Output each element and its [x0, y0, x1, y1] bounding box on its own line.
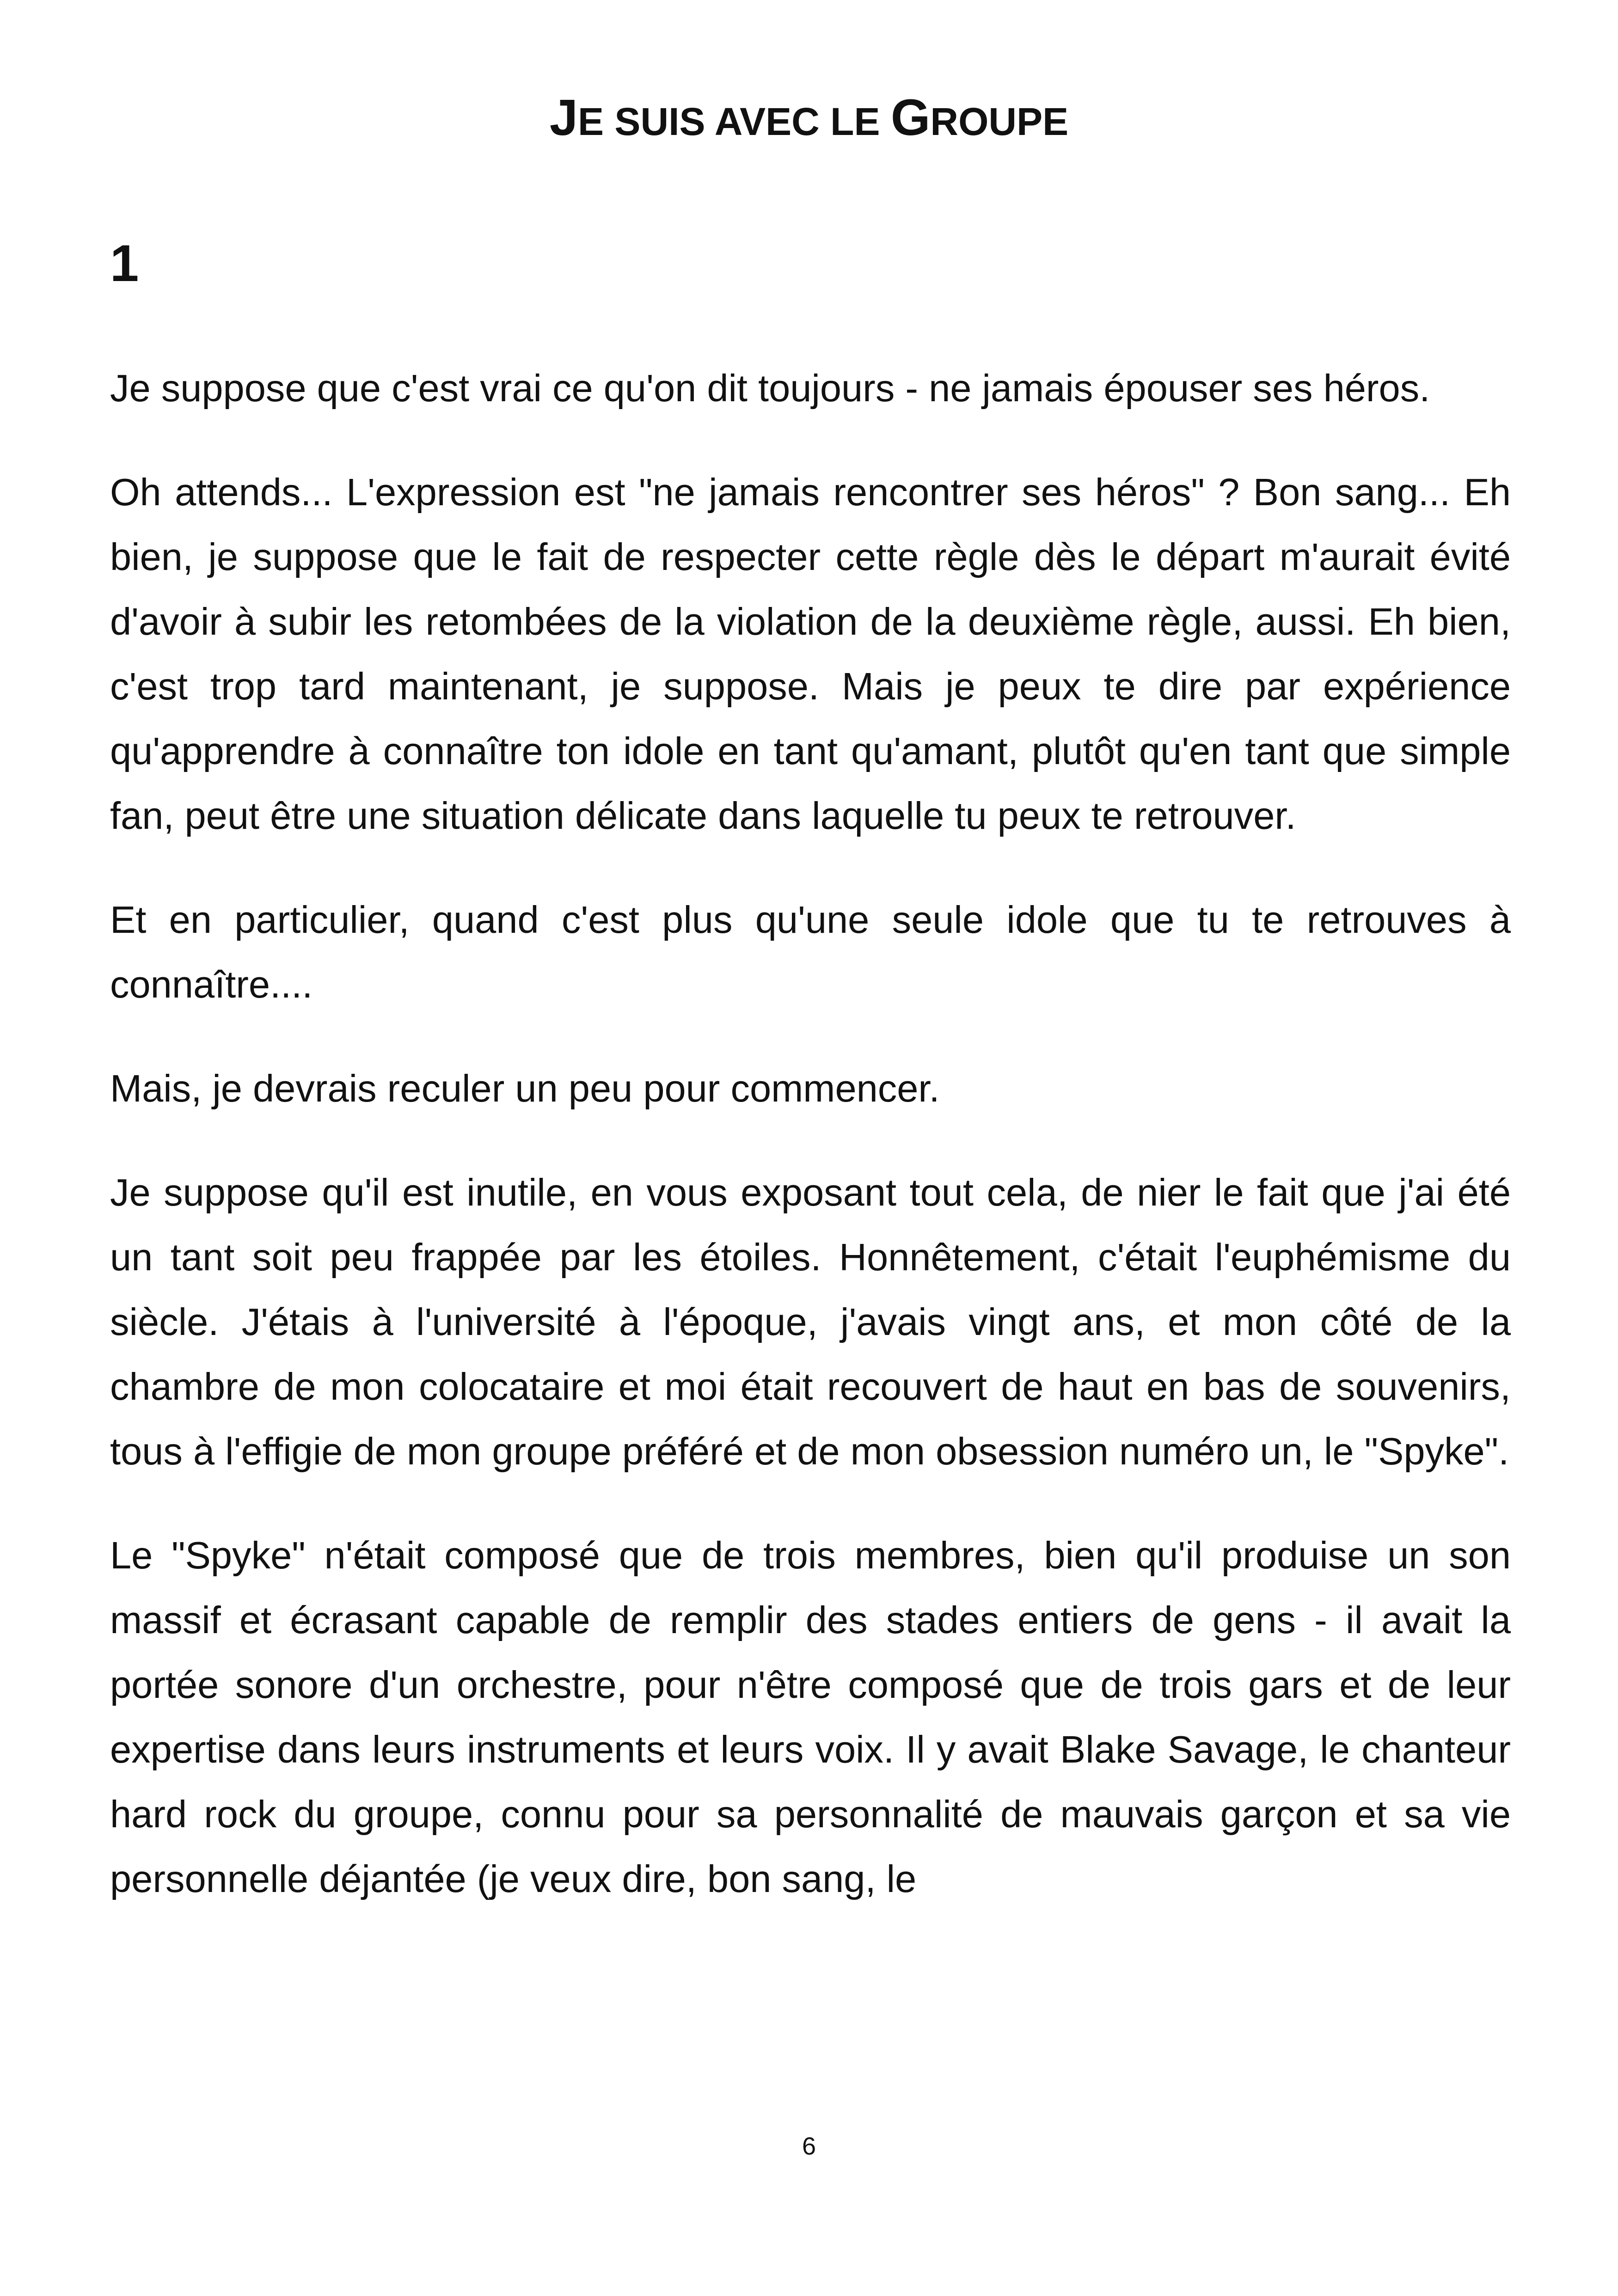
- page-number: 6: [802, 2132, 816, 2160]
- paragraph-6: Le "Spyke" n'était composé que de trois membres, bien qu'il produise un son massif et écrasant capable de remplir des stades entiers de gens - il avait la portée sonore d'un orchestre, pour n'être composé que de trois gars et de leur expertise dans leurs instruments et leurs voix. Il y avait Blake Savage, le chanteur hard rock du groupe, connu pour sa personnalité de mauvais garçon et sa vie personnelle déjantée (je veux dire, bon sang, le: [110, 1534, 1511, 1900]
- paragraph-4: Mais, je devrais reculer un peu pour commencer.: [110, 1067, 940, 1110]
- title-text-part1: E SUIS AVEC LE: [578, 100, 891, 143]
- chapter-number: 1: [110, 234, 139, 292]
- title-text-part2: ROUPE: [930, 100, 1069, 143]
- title-initial-g: G: [890, 89, 931, 146]
- chapter-title: [0, 89, 1618, 147]
- paragraph-3: Et en particulier, quand c'est plus qu'une seule idole que tu te retrouves à connaître....: [110, 898, 1511, 1006]
- title-initial-j: J: [549, 89, 578, 146]
- body-text: [110, 356, 1511, 1951]
- paragraph-2: Oh attends... L'expression est "ne jamais rencontrer ses héros" ? Bon sang... Eh bien, je suppose que le fait de respecter cette règle dès le départ m'aurait évité d'avoir à subir les retombées de la violation de la deuxième règle, aussi. Eh bien, c'est trop tard maintenant, je suppose. Mais je peux te dire par expérience qu'apprendre à connaître ton idole en tant qu'amant, plutôt qu'en tant que simple fan, peut être une situation délicate dans laquelle tu peux te retrouver.: [110, 471, 1511, 837]
- paragraph-5: Je suppose qu'il est inutile, en vous exposant tout cela, de nier le fait que j'ai été un tant soit peu frappée par les étoiles. Honnêtement, c'était l'euphémisme du siècle. J'étais à l'université à l'époque, j'avais vingt ans, et mon côté de la chambre de mon colocataire et moi était recouvert de haut en bas de souvenirs, tous à l'effigie de mon groupe préféré et de mon obsession numéro un, le "Spyke".: [110, 1171, 1511, 1473]
- paragraph-1: Je suppose que c'est vrai ce qu'on dit toujours - ne jamais épouser ses héros.: [110, 367, 1430, 410]
